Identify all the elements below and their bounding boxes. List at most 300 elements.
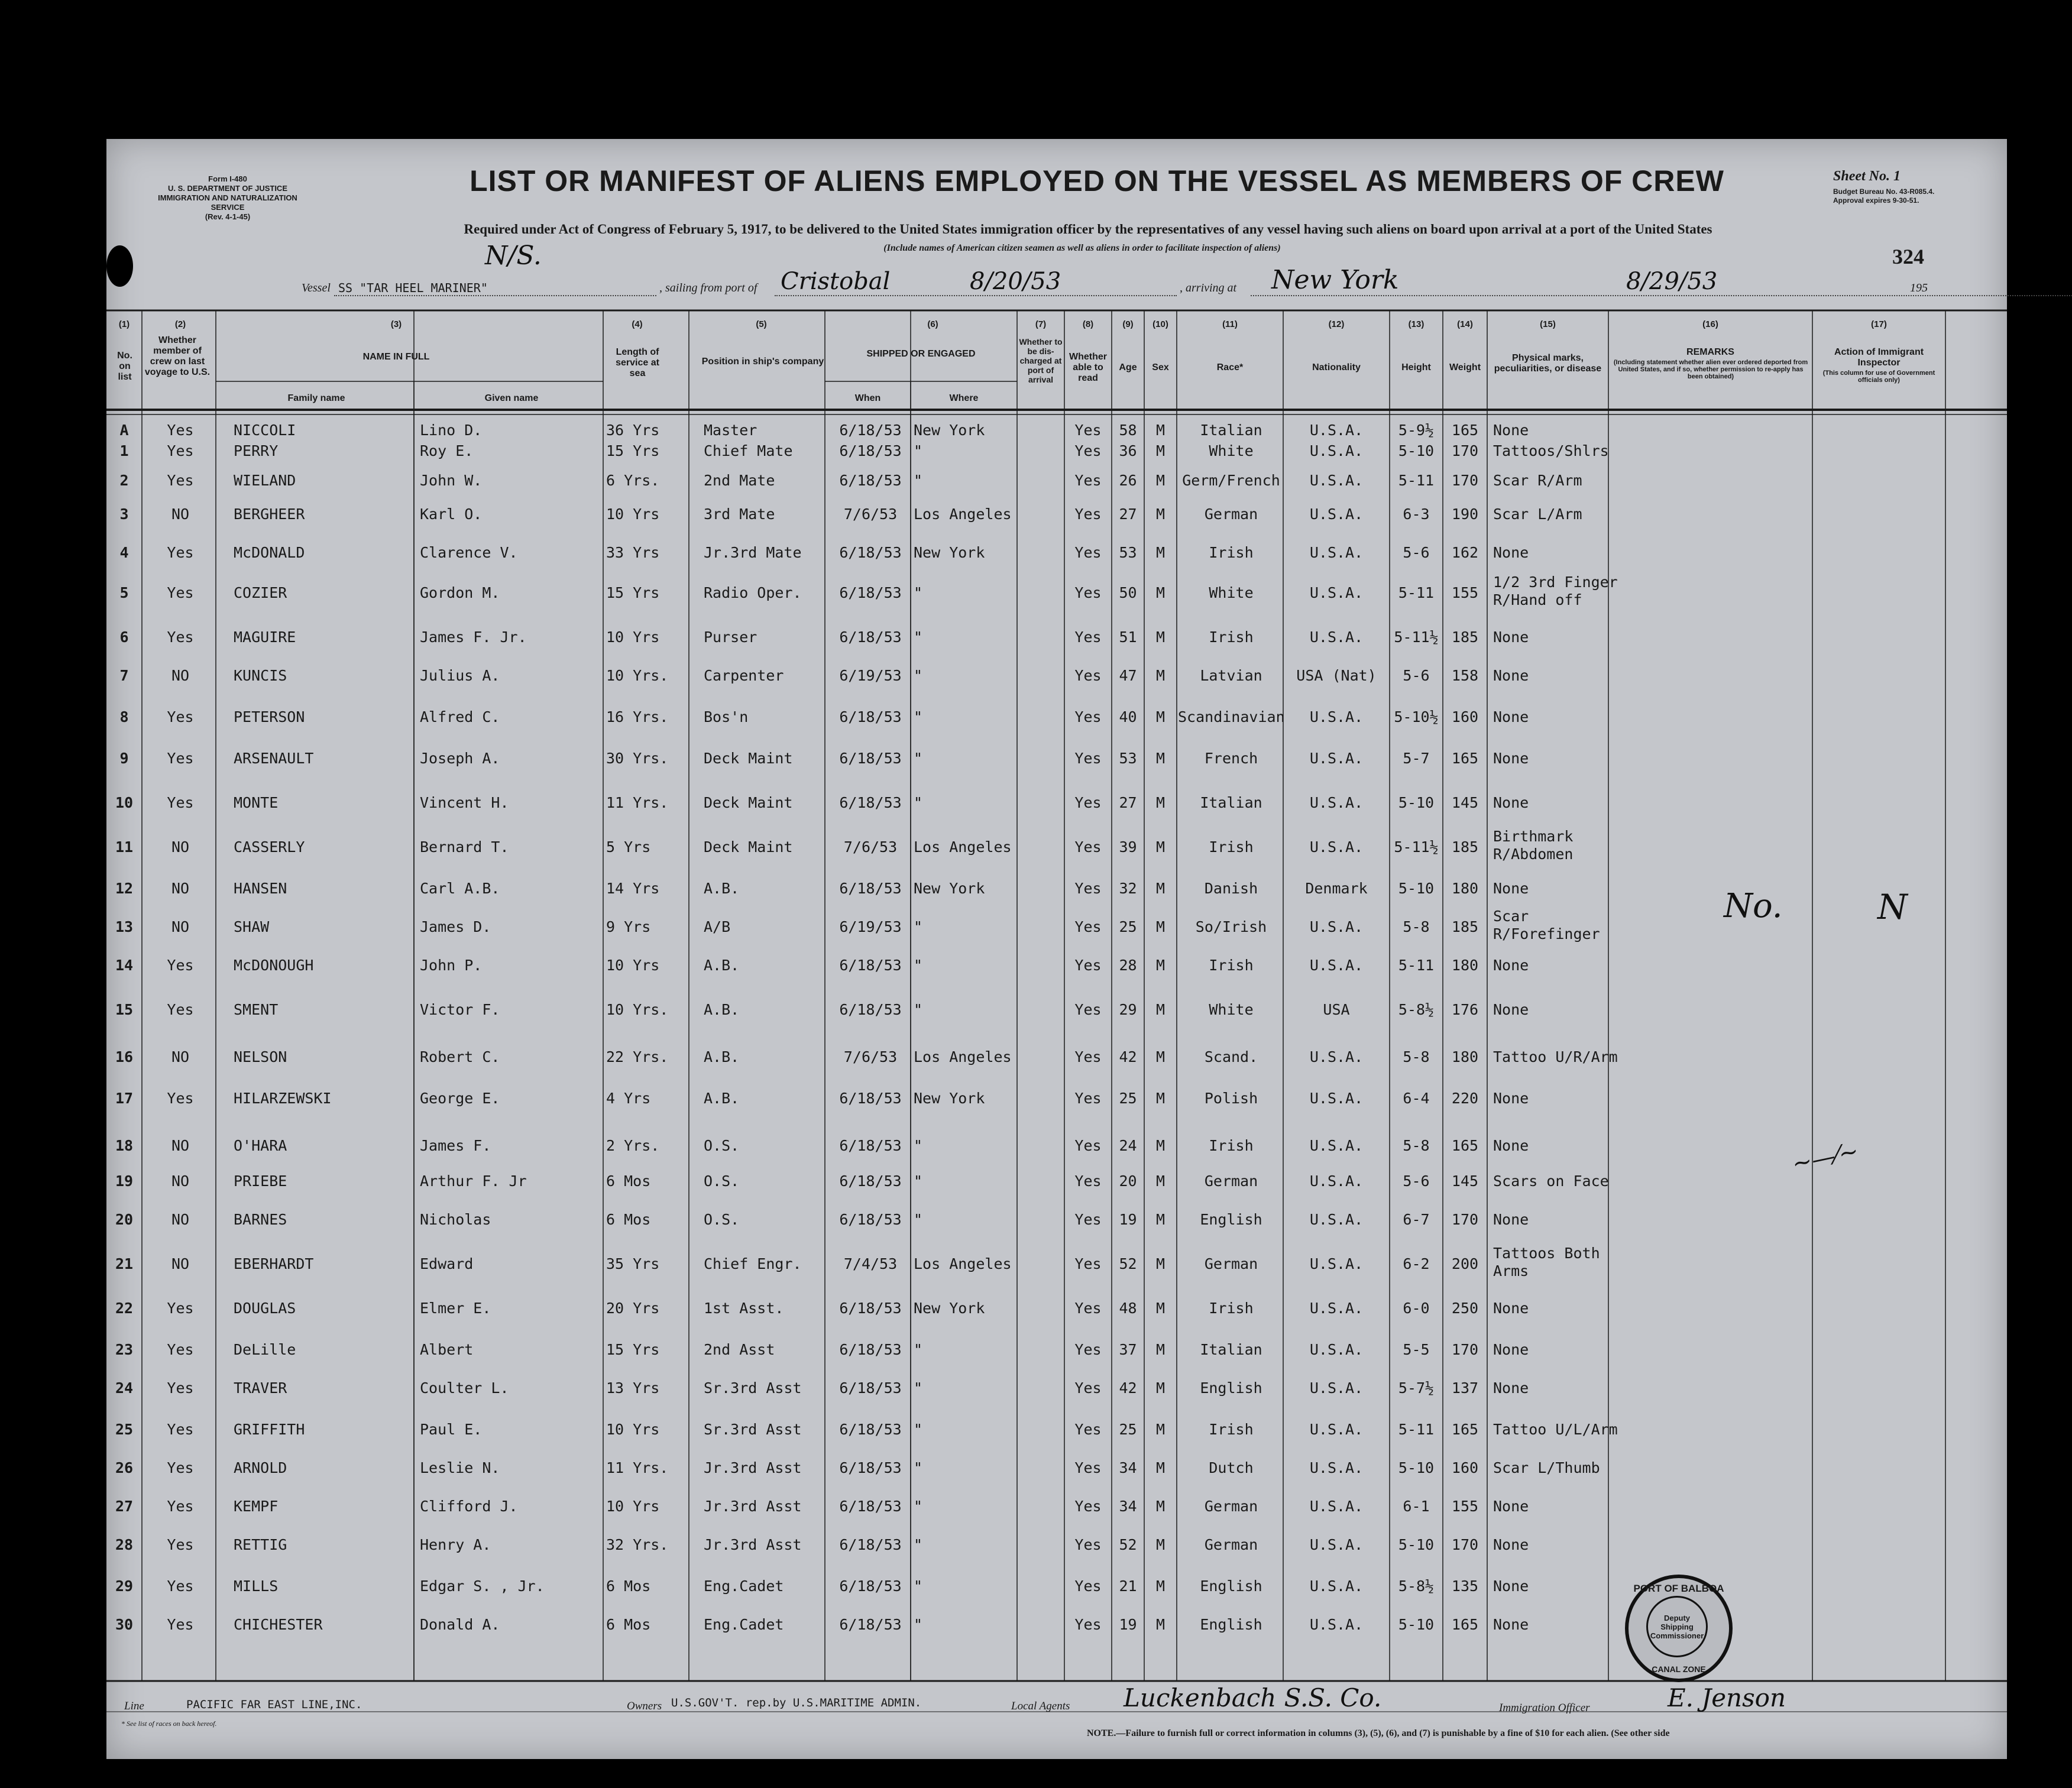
shipped-where: " — [914, 1498, 923, 1515]
length-of-service: 6 Mos — [606, 1172, 651, 1190]
nationality: U.S.A. — [1309, 506, 1364, 523]
family-name: BARNES — [234, 1211, 287, 1228]
last-voyage: Yes — [167, 442, 194, 459]
given-name: Vincent H. — [420, 794, 509, 811]
position: Bos'n — [704, 708, 749, 725]
physical-marks: None — [1493, 422, 1529, 439]
last-voyage: Yes — [167, 1578, 194, 1595]
col-num-2: (2) — [174, 319, 186, 329]
physical-marks: 1/2 3rd Finger R/Hand off — [1493, 574, 1618, 608]
sheet-value: 1 — [1893, 169, 1901, 184]
able-to-read: Yes — [1074, 1090, 1102, 1107]
row-number: 1 — [119, 442, 129, 459]
length-of-service: 10 Yrs — [606, 506, 660, 523]
race: Irish — [1209, 1137, 1254, 1154]
sex: M — [1155, 918, 1166, 935]
row-number: 19 — [115, 1172, 134, 1190]
shipped-when: 6/18/53 — [839, 1137, 902, 1154]
physical-marks: Tattoo U/L/Arm — [1493, 1421, 1618, 1438]
age: 28 — [1119, 957, 1137, 974]
col-num-14: (14) — [1457, 319, 1473, 329]
length-of-service: 10 Yrs. — [606, 1001, 669, 1018]
position: 2nd Mate — [704, 472, 775, 489]
position: Deck Maint — [704, 750, 793, 767]
given-name: George E. — [420, 1090, 500, 1107]
age: 51 — [1119, 629, 1137, 646]
length-of-service: 6 Mos — [606, 1616, 651, 1633]
row-number: 30 — [115, 1616, 134, 1633]
age: 19 — [1119, 1211, 1137, 1228]
race: Polish — [1204, 1090, 1258, 1107]
race: German — [1204, 1498, 1258, 1515]
length-of-service: 10 Yrs — [606, 1421, 660, 1438]
shipped-when: 6/19/53 — [839, 667, 902, 684]
race: French — [1204, 750, 1258, 767]
height: 5-11 — [1398, 957, 1435, 974]
nationality: U.S.A. — [1309, 794, 1364, 811]
last-voyage: Yes — [167, 472, 194, 489]
header-given-name: Given name — [484, 393, 539, 403]
height: 5-11 — [1398, 584, 1435, 601]
race: Germ/French — [1182, 472, 1280, 489]
family-name: TRAVER — [234, 1379, 287, 1397]
row-number: 8 — [119, 708, 129, 725]
nationality: USA — [1323, 1001, 1350, 1018]
able-to-read: Yes — [1074, 1498, 1102, 1515]
height: 5-8½ — [1398, 1578, 1435, 1595]
last-voyage: Yes — [167, 422, 194, 439]
family-name: McDONOUGH — [234, 957, 314, 974]
last-voyage: NO — [171, 667, 190, 684]
weight: 158 — [1451, 667, 1479, 684]
weight: 180 — [1451, 957, 1479, 974]
shipped-where: " — [914, 472, 923, 489]
row-number: 4 — [119, 544, 129, 561]
sex: M — [1155, 544, 1166, 561]
sex: M — [1155, 1379, 1166, 1397]
shipped-when: 6/18/53 — [839, 544, 902, 561]
last-voyage: NO — [171, 1048, 190, 1065]
weight: 162 — [1451, 544, 1479, 561]
shipped-when: 7/4/53 — [843, 1255, 898, 1272]
able-to-read: Yes — [1074, 584, 1102, 601]
header-remarks-note: (Including statement whether alien ever ordered deported from United States, and if so, whether permission to re-apply has been obtained) — [1613, 359, 1808, 380]
physical-marks: None — [1493, 1211, 1529, 1228]
given-name: Henry A. — [420, 1536, 491, 1553]
shipped-where: " — [914, 667, 923, 684]
last-voyage: Yes — [167, 629, 194, 646]
height: 5-9½ — [1398, 422, 1435, 439]
line-value: PACIFIC FAR EAST LINE,INC. — [186, 1698, 362, 1711]
port-stamp — [1625, 1575, 1733, 1682]
weight: 170 — [1451, 1211, 1479, 1228]
nationality: U.S.A. — [1309, 708, 1364, 725]
sex: M — [1155, 750, 1166, 767]
given-name: Clifford J. — [420, 1498, 518, 1515]
weight: 155 — [1451, 1498, 1479, 1515]
able-to-read: Yes — [1074, 1341, 1102, 1358]
document-title: LIST OR MANIFEST OF ALIENS EMPLOYED ON THE VESSEL AS MEMBERS OF CREW — [470, 164, 1724, 197]
position: Jr.3rd Asst — [704, 1498, 802, 1515]
able-to-read: Yes — [1074, 708, 1102, 725]
length-of-service: 33 Yrs — [606, 544, 660, 561]
height: 5-7 — [1403, 750, 1430, 767]
given-name: James D. — [420, 918, 491, 935]
nationality: U.S.A. — [1309, 584, 1364, 601]
last-voyage: Yes — [167, 1421, 194, 1438]
given-name: John W. — [420, 472, 483, 489]
length-of-service: 6 Yrs. — [606, 472, 660, 489]
given-name: James F. — [420, 1137, 491, 1154]
action-handwritten: N — [1877, 887, 1908, 927]
position: Deck Maint — [704, 794, 793, 811]
shipped-when: 6/18/53 — [839, 629, 902, 646]
binder-hole — [71, 1644, 101, 1673]
family-name: PETERSON — [234, 708, 305, 725]
shipped-where: " — [914, 1001, 923, 1018]
physical-marks: Scar L/Thumb — [1493, 1459, 1600, 1476]
row-number: 13 — [115, 918, 134, 935]
position: O.S. — [704, 1172, 740, 1190]
manifest-sheet — [106, 139, 2007, 1759]
nationality: U.S.A. — [1309, 1211, 1364, 1228]
given-name: Robert C. — [420, 1048, 500, 1065]
col-num-6: (6) — [927, 319, 938, 329]
age: 27 — [1119, 794, 1137, 811]
col-num-16: (16) — [1702, 319, 1718, 329]
physical-marks: None — [1493, 957, 1529, 974]
given-name: Edward — [420, 1255, 474, 1272]
given-name: Alfred C. — [420, 708, 500, 725]
sex: M — [1155, 667, 1166, 684]
physical-marks: None — [1493, 1137, 1529, 1154]
sex: M — [1155, 1341, 1166, 1358]
sex: M — [1155, 838, 1166, 856]
height: 5-10½ — [1394, 708, 1439, 725]
sex: M — [1155, 1048, 1166, 1065]
shipped-when: 6/18/53 — [839, 1498, 902, 1515]
physical-marks: None — [1493, 794, 1529, 811]
col-num-1: (1) — [118, 319, 130, 329]
last-voyage: Yes — [167, 1001, 194, 1018]
position: A.B. — [704, 1001, 740, 1018]
nationality: U.S.A. — [1309, 1459, 1364, 1476]
last-voyage: Yes — [167, 1341, 194, 1358]
sex: M — [1155, 1616, 1166, 1633]
length-of-service: 32 Yrs. — [606, 1536, 669, 1553]
age: 25 — [1119, 1421, 1137, 1438]
age: 52 — [1119, 1255, 1137, 1272]
length-of-service: 10 Yrs — [606, 629, 660, 646]
height: 6-7 — [1403, 1211, 1430, 1228]
remarks-handwritten: No. — [1724, 887, 1783, 925]
shipped-where: " — [914, 1379, 923, 1397]
position: Jr.3rd Mate — [704, 544, 802, 561]
age: 21 — [1119, 1578, 1137, 1595]
position: Master — [704, 422, 757, 439]
position: Jr.3rd Asst — [704, 1459, 802, 1476]
nationality: U.S.A. — [1309, 1498, 1364, 1515]
shipped-when: 7/6/53 — [843, 506, 898, 523]
shipped-when: 6/18/53 — [839, 1172, 902, 1190]
height: 6-2 — [1403, 1255, 1430, 1272]
owners-label: Owners — [627, 1700, 662, 1712]
last-voyage: NO — [171, 838, 190, 856]
age: 39 — [1119, 838, 1137, 856]
physical-marks: None — [1493, 629, 1529, 646]
sex: M — [1155, 1137, 1166, 1154]
able-to-read: Yes — [1074, 667, 1102, 684]
weight: 165 — [1451, 1137, 1479, 1154]
row-number: 26 — [115, 1459, 134, 1476]
service: IMMIGRATION AND NATURALIZATION SERVICE — [158, 193, 297, 212]
given-name: Carl A.B. — [420, 880, 500, 897]
race: White — [1209, 442, 1254, 459]
shipped-where: " — [914, 957, 923, 974]
header-age: Age — [1119, 362, 1137, 372]
row-number: 10 — [115, 794, 134, 811]
height: 5-10 — [1398, 880, 1435, 897]
physical-marks: None — [1493, 1379, 1529, 1397]
shipped-when: 7/6/53 — [843, 1048, 898, 1065]
nationality: U.S.A. — [1309, 1255, 1364, 1272]
able-to-read: Yes — [1074, 544, 1102, 561]
sex: M — [1155, 1421, 1166, 1438]
family-name: MONTE — [234, 794, 279, 811]
position: O.S. — [704, 1137, 740, 1154]
row-number: 16 — [115, 1048, 134, 1065]
sex: M — [1155, 794, 1166, 811]
weight: 165 — [1451, 1616, 1479, 1633]
nationality: U.S.A. — [1309, 1137, 1364, 1154]
nationality: U.S.A. — [1309, 957, 1364, 974]
weight: 200 — [1451, 1255, 1479, 1272]
weight: 160 — [1451, 708, 1479, 725]
family-name: CHICHESTER — [234, 1616, 323, 1633]
length-of-service: 15 Yrs — [606, 1341, 660, 1358]
age: 32 — [1119, 880, 1137, 897]
family-name: ARNOLD — [234, 1459, 287, 1476]
last-voyage: NO — [171, 1211, 190, 1228]
given-name: Donald A. — [420, 1616, 500, 1633]
age: 42 — [1119, 1379, 1137, 1397]
family-name: PRIEBE — [234, 1172, 287, 1190]
height: 5-6 — [1403, 544, 1430, 561]
height: 6-0 — [1403, 1300, 1430, 1317]
col-num-8: (8) — [1082, 319, 1094, 329]
last-voyage: NO — [171, 506, 190, 523]
able-to-read: Yes — [1074, 957, 1102, 974]
race: Irish — [1209, 544, 1254, 561]
sex: M — [1155, 506, 1166, 523]
given-name: Gordon M. — [420, 584, 500, 601]
height: 5-8 — [1403, 1137, 1430, 1154]
race: Italian — [1200, 422, 1262, 439]
shipped-when: 6/18/53 — [839, 1379, 902, 1397]
shipped-where: New York — [914, 544, 985, 561]
physical-marks: None — [1493, 1536, 1529, 1553]
length-of-service: 11 Yrs. — [606, 1459, 669, 1476]
physical-marks: None — [1493, 1578, 1529, 1595]
able-to-read: Yes — [1074, 442, 1102, 459]
statute-subtitle: Required under Act of Congress of February 5, 1917, to be delivered to the United States immigration officer by the representatives of any vessel having such aliens on board upon arrival at a port of the United States — [464, 222, 1712, 237]
physical-marks: None — [1493, 1090, 1529, 1107]
race: Latvian — [1200, 667, 1262, 684]
family-name: NICCOLI — [234, 422, 296, 439]
age: 34 — [1119, 1459, 1137, 1476]
family-name: EBERHARDT — [234, 1255, 314, 1272]
nationality: U.S.A. — [1309, 1300, 1364, 1317]
nationality: U.S.A. — [1309, 1421, 1364, 1438]
able-to-read: Yes — [1074, 1137, 1102, 1154]
age: 52 — [1119, 1536, 1137, 1553]
able-to-read: Yes — [1074, 506, 1102, 523]
physical-marks: None — [1493, 1001, 1529, 1018]
row-number: 21 — [115, 1255, 134, 1272]
able-to-read: Yes — [1074, 1536, 1102, 1553]
age: 37 — [1119, 1341, 1137, 1358]
given-name: Albert — [420, 1341, 474, 1358]
weight: 190 — [1451, 506, 1479, 523]
physical-marks: Scar R/Arm — [1493, 472, 1582, 489]
position: A.B. — [704, 1090, 740, 1107]
col-num-5: (5) — [756, 319, 767, 329]
row-number: 25 — [115, 1421, 134, 1438]
agents-label: Local Agents — [1011, 1700, 1070, 1712]
nationality: U.S.A. — [1309, 629, 1364, 646]
binder-hole — [71, 680, 101, 710]
given-name: Elmer E. — [420, 1300, 491, 1317]
height: 5-8 — [1403, 1048, 1430, 1065]
able-to-read: Yes — [1074, 1211, 1102, 1228]
row-number: 24 — [115, 1379, 134, 1397]
position: A/B — [704, 918, 731, 935]
shipped-where: Los Angeles — [914, 1048, 1012, 1065]
age: 26 — [1119, 472, 1137, 489]
header-where: Where — [949, 393, 979, 403]
weight: 180 — [1451, 1048, 1479, 1065]
col-num-13: (13) — [1408, 319, 1424, 329]
penalty-note: NOTE.—Failure to furnish full or correct information in columns (3), (5), (6), and (7) is punishable by a fine of $10 for each alien. (See other side — [1087, 1728, 1670, 1738]
department: U. S. DEPARTMENT OF JUSTICE — [168, 184, 287, 193]
row-number: 11 — [115, 838, 134, 856]
shipped-where: New York — [914, 1300, 985, 1317]
nationality: U.S.A. — [1309, 1578, 1364, 1595]
weight: 155 — [1451, 584, 1479, 601]
nationality: U.S.A. — [1309, 472, 1364, 489]
last-voyage: Yes — [167, 584, 194, 601]
shipped-where: " — [914, 1341, 923, 1358]
include-note: (Include names of American citizen seamen as well as aliens in order to facilitate inspection of aliens) — [883, 243, 1281, 253]
shipped-when: 6/18/53 — [839, 1616, 902, 1633]
height: 6-3 — [1403, 506, 1430, 523]
length-of-service: 11 Yrs. — [606, 794, 669, 811]
last-voyage: NO — [171, 880, 190, 897]
header-name-in-full: NAME IN FULL — [362, 352, 430, 362]
able-to-read: Yes — [1074, 838, 1102, 856]
header-action: Action of Immigrant Inspector — [1834, 347, 1924, 368]
nationality: U.S.A. — [1309, 1048, 1364, 1065]
shipped-when: 6/19/53 — [839, 918, 902, 935]
given-name: Nicholas — [420, 1211, 491, 1228]
position: 1st Asst. — [704, 1300, 784, 1317]
sex: M — [1155, 584, 1166, 601]
shipped-where: New York — [914, 422, 985, 439]
binder-hole — [71, 594, 101, 624]
shipped-where: " — [914, 1172, 923, 1190]
shipped-when: 6/18/53 — [839, 957, 902, 974]
weight: 170 — [1451, 472, 1479, 489]
height: 5-6 — [1403, 667, 1430, 684]
height: 5-8 — [1403, 918, 1430, 935]
able-to-read: Yes — [1074, 880, 1102, 897]
last-voyage: Yes — [167, 957, 194, 974]
weight: 185 — [1451, 918, 1479, 935]
header-sex: Sex — [1152, 362, 1169, 372]
given-name: Bernard T. — [420, 838, 509, 856]
col-num-17: (17) — [1871, 319, 1887, 329]
race: Irish — [1209, 629, 1254, 646]
given-name: Clarence V. — [420, 544, 518, 561]
shipped-when: 6/18/53 — [839, 1211, 902, 1228]
sex: M — [1155, 1090, 1166, 1107]
vessel-label: Vessel — [302, 281, 331, 294]
length-of-service: 10 Yrs — [606, 1498, 660, 1515]
last-voyage: NO — [171, 1172, 190, 1190]
able-to-read: Yes — [1074, 794, 1102, 811]
sex: M — [1155, 1536, 1166, 1553]
sex: M — [1155, 442, 1166, 459]
height: 5-5 — [1403, 1341, 1430, 1358]
shipped-where: " — [914, 1211, 923, 1228]
family-name: SHAW — [234, 918, 270, 935]
weight: 170 — [1451, 1536, 1479, 1553]
shipped-when: 6/18/53 — [839, 1578, 902, 1595]
nationality: U.S.A. — [1309, 1341, 1364, 1358]
height: 5-8½ — [1398, 1001, 1435, 1018]
row-number: 22 — [115, 1300, 134, 1317]
family-name: HANSEN — [234, 880, 287, 897]
able-to-read: Yes — [1074, 1421, 1102, 1438]
given-name: Lino D. — [420, 422, 483, 439]
age: 50 — [1119, 584, 1137, 601]
weight: 165 — [1451, 1421, 1479, 1438]
header-physical-marks: Physical marks, peculiarities, or disease — [1494, 353, 1602, 374]
sheet-label: Sheet No. — [1833, 169, 1890, 184]
officer-signature: E. Jenson — [1668, 1683, 1786, 1712]
race: German — [1204, 506, 1258, 523]
length-of-service: 2 Yrs. — [606, 1137, 660, 1154]
length-of-service: 36 Yrs — [606, 422, 660, 439]
position: Deck Maint — [704, 838, 793, 856]
year-suffix: 195 — [1910, 281, 1928, 294]
row-number: 12 — [115, 880, 134, 897]
agents-value: Luckenbach S.S. Co. — [1124, 1683, 1382, 1712]
last-voyage: Yes — [167, 1536, 194, 1553]
physical-marks: Tattoos Both Arms — [1493, 1245, 1600, 1280]
weight: 176 — [1451, 1001, 1479, 1018]
shipped-when: 6/18/53 — [839, 1001, 902, 1018]
family-name: COZIER — [234, 584, 287, 601]
row-number: 3 — [119, 506, 129, 523]
physical-marks: Scar L/Arm — [1493, 506, 1582, 523]
weight: 180 — [1451, 880, 1479, 897]
nationality: Denmark — [1305, 880, 1368, 897]
family-name: DeLille — [234, 1341, 296, 1358]
handwritten-ns: N/S. — [485, 241, 542, 271]
nationality: U.S.A. — [1309, 422, 1364, 439]
last-voyage: Yes — [167, 1379, 194, 1397]
